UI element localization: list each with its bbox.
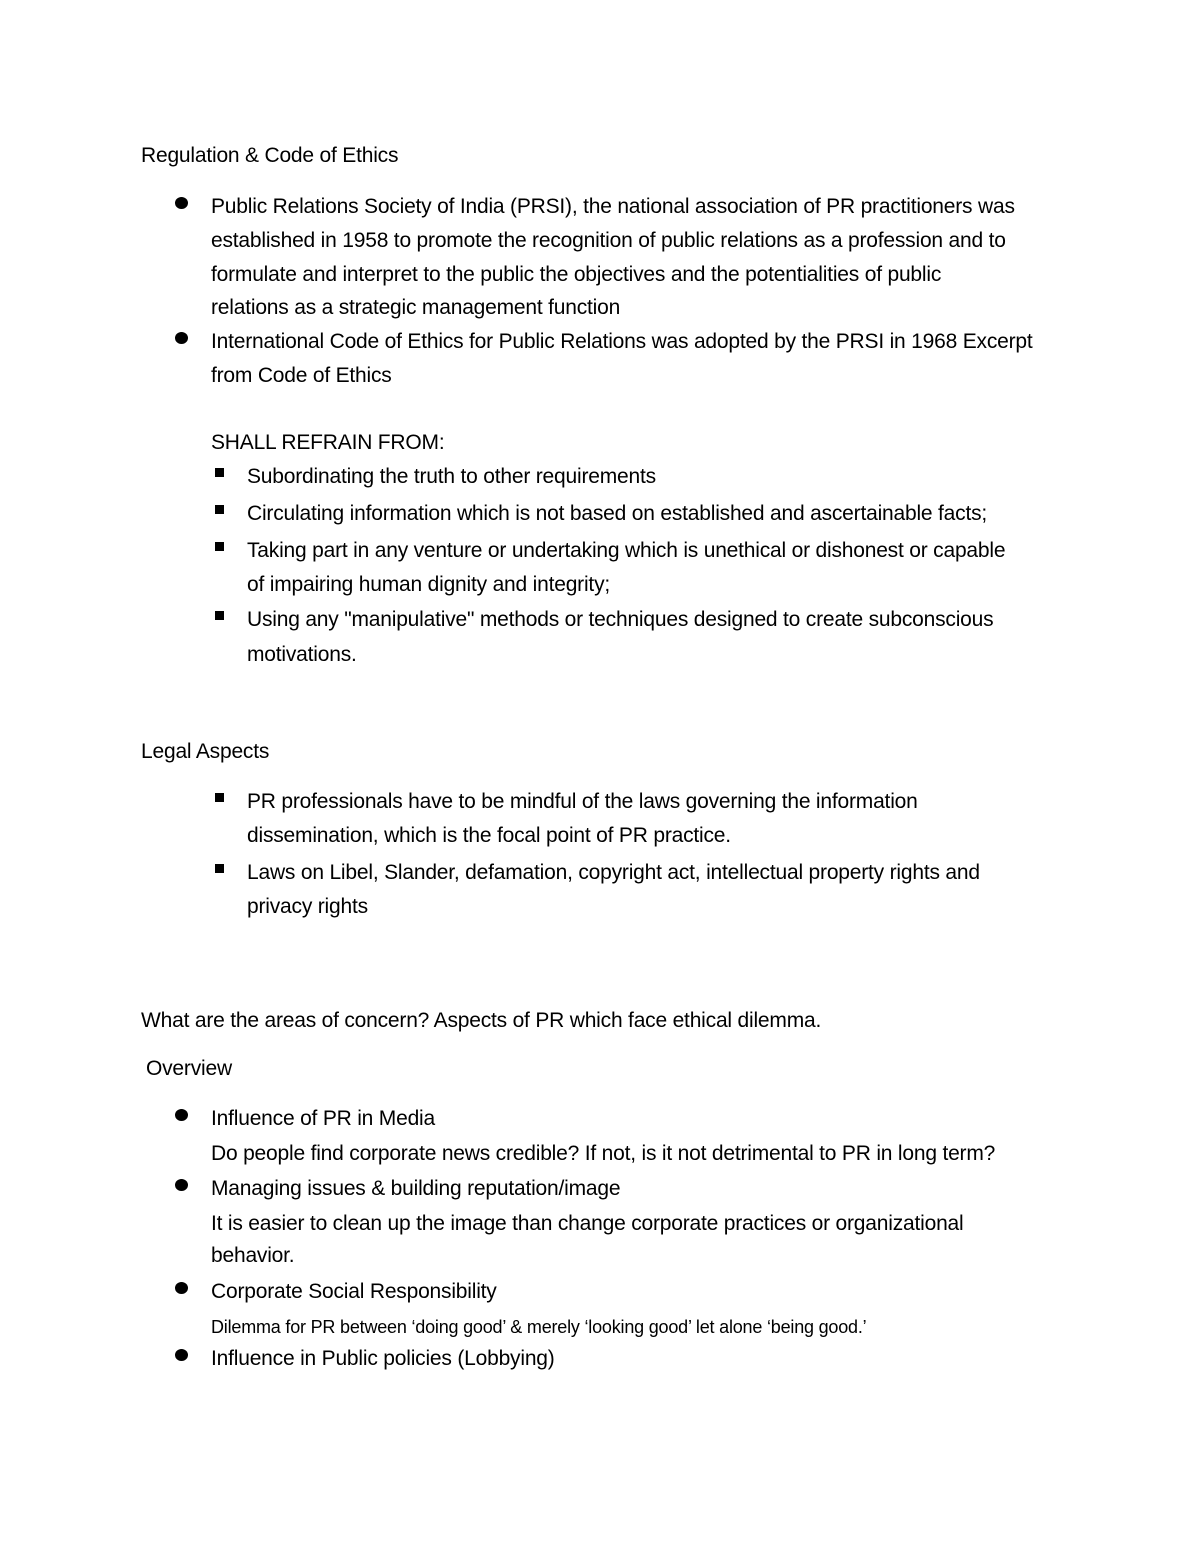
- list-item-detail: It is easier to clean up the image than change corporate practices or organizational: [211, 1212, 964, 1235]
- list-item-detail: behavior.: [211, 1244, 295, 1267]
- list-item-title: Corporate Social Responsibility: [211, 1280, 497, 1303]
- bullet-disc-icon: [175, 1109, 188, 1121]
- list-item: dissemination, which is the focal point of PR practice.: [247, 824, 731, 847]
- bullet-text: formulate and interpret to the public the objectives and the potentialities of public: [211, 263, 942, 286]
- list-item: Subordinating the truth to other requirements: [247, 465, 656, 488]
- list-item: Circulating information which is not based on established and ascertainable facts;: [247, 502, 988, 525]
- list-item: Using any "manipulative" methods or techniques designed to create subconscious: [247, 608, 994, 631]
- list-item: privacy rights: [247, 895, 368, 918]
- bullet-square-icon: [215, 468, 224, 477]
- bullet-disc-icon: [175, 197, 188, 209]
- list-item: motivations.: [247, 643, 357, 666]
- section-question: What are the areas of concern? Aspects of PR which face ethical dilemma.: [141, 1009, 822, 1032]
- list-item: PR professionals have to be mindful of the laws governing the information: [247, 790, 918, 813]
- bullet-disc-icon: [175, 1179, 188, 1191]
- list-item-title: Influence of PR in Media: [211, 1107, 435, 1130]
- bullet-disc-icon: [175, 1282, 188, 1294]
- list-item-title: Managing issues & building reputation/image: [211, 1177, 621, 1200]
- bullet-square-icon: [215, 793, 224, 802]
- overview-heading: Overview: [146, 1057, 232, 1080]
- bullet-square-icon: [215, 542, 224, 551]
- bullet-text: from Code of Ethics: [211, 364, 392, 387]
- section-heading-regulation: Regulation & Code of Ethics: [141, 144, 399, 167]
- list-item-title: Influence in Public policies (Lobbying): [211, 1347, 555, 1370]
- bullet-square-icon: [215, 505, 224, 514]
- list-item: Laws on Libel, Slander, defamation, copyright act, intellectual property rights and: [247, 861, 980, 884]
- list-item-detail: Dilemma for PR between ‘doing good’ & merely ‘looking good’ let alone ‘being good.’: [211, 1317, 867, 1337]
- bullet-square-icon: [215, 611, 224, 620]
- refrain-heading: SHALL REFRAIN FROM:: [211, 431, 445, 454]
- bullet-text: established in 1958 to promote the recognition of public relations as a profession and to: [211, 229, 1006, 252]
- bullet-text: relations as a strategic management function: [211, 296, 621, 319]
- section-heading-legal: Legal Aspects: [141, 740, 270, 763]
- bullet-square-icon: [215, 864, 224, 873]
- list-item-detail: Do people find corporate news credible? If not, is it not detrimental to PR in long term?: [211, 1142, 996, 1165]
- bullet-text: Public Relations Society of India (PRSI), the national association of PR practitioners was: [211, 195, 1015, 218]
- bullet-disc-icon: [175, 332, 188, 344]
- list-item: of impairing human dignity and integrity;: [247, 573, 611, 596]
- bullet-text: International Code of Ethics for Public Relations was adopted by the PRSI in 1968 Excerpt: [211, 330, 1033, 353]
- list-item: Taking part in any venture or undertaking which is unethical or dishonest or capable: [247, 539, 1006, 562]
- bullet-disc-icon: [175, 1349, 188, 1361]
